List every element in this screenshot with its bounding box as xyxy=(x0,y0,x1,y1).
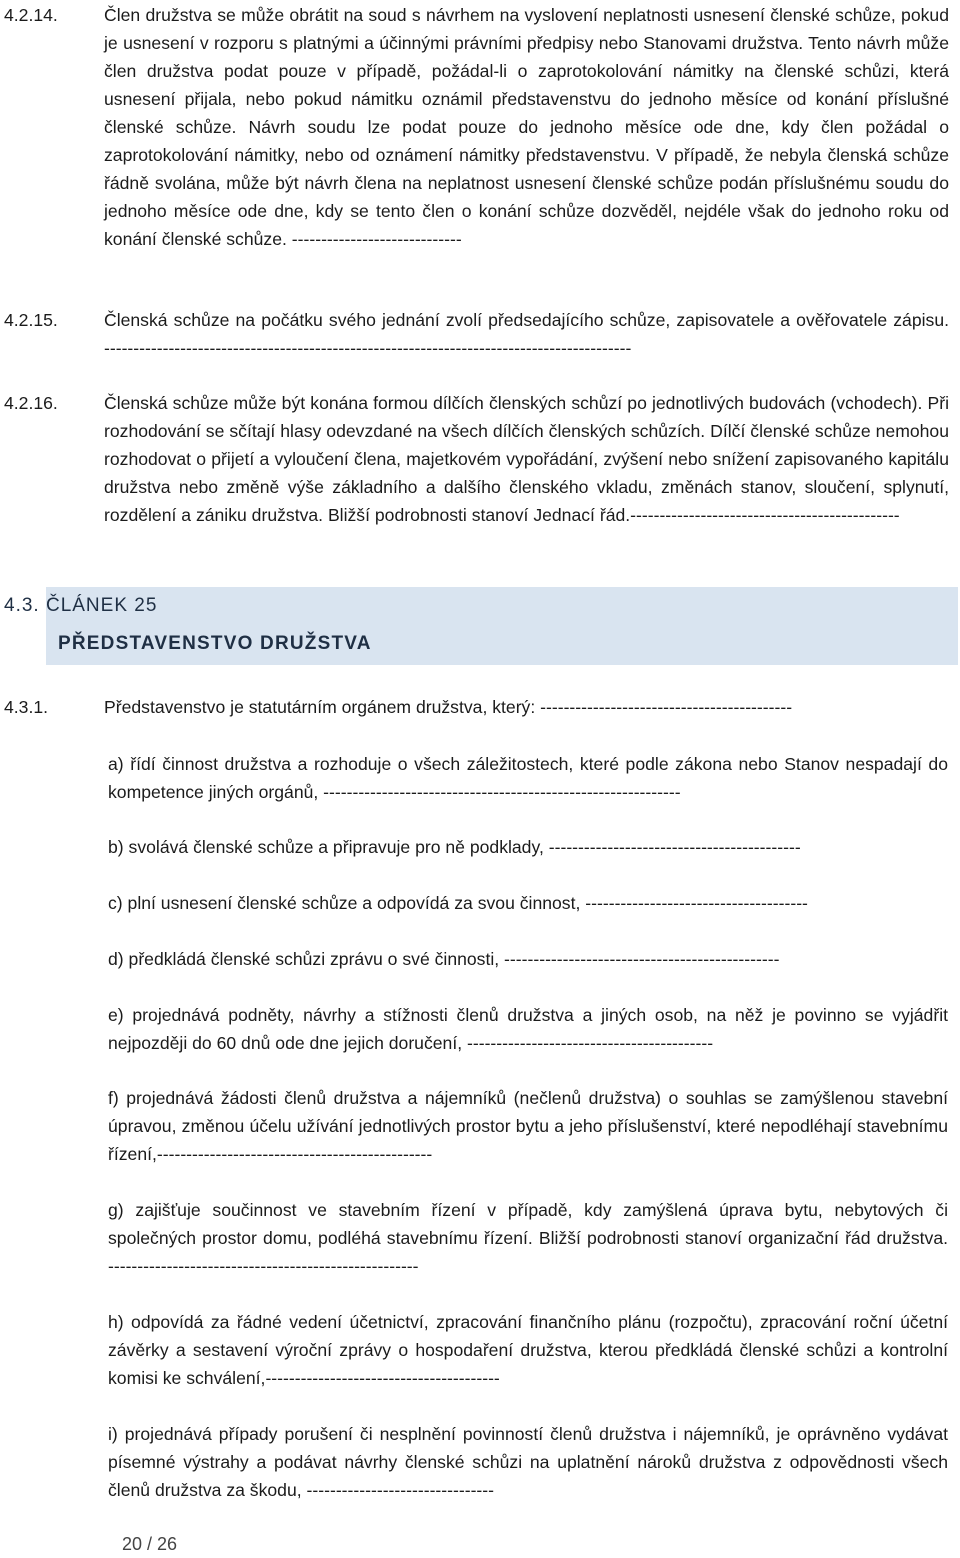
list-item-d: d) předkládá členské schůzi zprávu o své činnosti, ----------------------------------------------- xyxy=(108,949,780,969)
clause-number: 4.2.16. xyxy=(4,393,58,413)
list-item-f: f) projednává žádosti členů družstva a nájemníků (nečlenů družstva) o souhlas se zamýšlenou stavební úpravou, změnou účelu užívání jednotlivých prostor bytu a jeho příslušenství, které nepodléhají stavebnímu řízení,----------------------------------------------- xyxy=(108,1088,948,1164)
dash-fill: ----------------------------------------------- xyxy=(499,949,780,969)
dash-fill: ---------------------------------------- xyxy=(265,1368,500,1388)
dash-fill: ---------------------------------------------- xyxy=(630,505,900,525)
dash-fill: ----------------------------- xyxy=(286,229,462,249)
dash-fill: ----------------------------------------------- xyxy=(156,1144,433,1164)
dash-fill: -------------------------------- xyxy=(301,1480,495,1500)
dash-fill: ------------------------------------------- xyxy=(535,697,793,717)
list-item-e: e) projednává podněty, návrhy a stížnosti členů družstva a jiných osob, na něž je povinno se vyjádřit nejpozději do 60 dnů ode dne jejich doručení, ------------------------------------------ xyxy=(108,1005,948,1053)
page-number: 20 / 26 xyxy=(122,1534,178,1554)
dash-fill: -------------------------------------- xyxy=(580,893,808,913)
clause-text: Členská schůze může být konána formou dílčích členských schůzí po jednotlivých budovách (vchodech). Při rozhodování se sčítají hlasy odevzdané na všech dílčích členských schůzích. Dílčí členské schůze nemohou rozhodovat o přijetí a vyloučení člena, majetkovém vypořádání, zvýšení nebo snížení zapisovaného kapitálu družstva nebo změně výše základního a dalšího členského vkladu, změnách stanov, sloučení, splynutí, rozdělení a zániku družstva. Bližší podrobnosti stanoví Jednací řád.---------------------------------------------- xyxy=(104,393,949,525)
list-item-a: a) řídí činnost družstva a rozhoduje o všech záležitostech, které podle zákona nebo Stanov nespadají do kompetence jiných orgánů, ------------------------------------------------------------- xyxy=(108,754,948,802)
article-number-title: 4.3. ČLÁNEK 25 xyxy=(4,595,158,616)
dash-fill: ------------------------------------------------------------- xyxy=(318,782,681,802)
list-item-g: g) zajišťuje součinnost ve stavebním řízení v případě, kdy zamýšlená úprava bytu, nebytových či společných prostor domu, podléhá stavebnímu řízení. Bližší podrobnosti stanoví organizační řád družstva. ----------------------------------------------------- xyxy=(108,1200,948,1276)
clause-text: Členská schůze na počátku svého jednání zvolí předsedajícího schůze, zapisovatele a ověřovatele zápisu. ------------------------------------------------------------------------------------------ xyxy=(104,310,949,358)
dash-fill: ------------------------------------------- xyxy=(543,837,801,857)
dash-fill: ----------------------------------------------------- xyxy=(108,1256,419,1276)
clause-number: 4.2.15. xyxy=(4,310,58,330)
clause-number: 4.2.14. xyxy=(4,5,58,25)
list-item-i: i) projednává případy porušení či nesplnění povinností členů družstva i nájemníků, je oprávněno vydávat písemné výstrahy a podávat návrhy členské schůzi na uplatnění nároků družstva z odpovědnosti všech členů družstva za škodu, -------------------------------- xyxy=(108,1424,948,1500)
clause-number: 4.3.1. xyxy=(4,697,49,717)
list-item-c: c) plní usnesení členské schůze a odpovídá za svou činnost, -------------------------------------- xyxy=(108,893,808,913)
list-item-b: b) svolává členské schůze a připravuje pro ně podklady, ------------------------------------------- xyxy=(108,837,801,857)
clause-text: Představenstvo je statutárním orgánem družstva, který: ------------------------------------------- xyxy=(104,697,793,717)
article-heading xyxy=(0,587,960,665)
clause-text: Člen družstva se může obrátit na soud s návrhem na vyslovení neplatnosti usnesení členské schůze, pokud je usnesení v rozporu s platnými a účinnými právními předpisy nebo Stanovami družstva. Tento návrh může člen družstva podat pouze v případě, požádal-li o zaprotokolování námitky na členské schůzi, která usnesení přijala, nebo pokud námitku oznámil představenstvu do jednoho měsíce od konání příslušné členské schůze. Návrh soudu lze podat pouze do jednoho měsíce ode dne, kdy člen požádal o zaprotokolování námitky, nebo od oznámení námitky představenstvu. V případě, že nebyla členská schůze řádně svolána, může být návrh člena na neplatnost usnesení členské schůze podán příslušnému soudu do jednoho měsíce ode dne, kdy se tento člen o konání schůze dozvěděl, nejdéle však do jednoho roku od konání členské schůze. ----------------------------- xyxy=(104,5,949,249)
dash-fill: ------------------------------------------ xyxy=(462,1033,714,1053)
list-item-h: h) odpovídá za řádné vedení účetnictví, zpracování finančního plánu (rozpočtu), zpracování roční účetní závěrky a sestavení výroční zprávy o hospodaření družstva, kterou předkládá členské schůzi a kontrolní komisi ke schválení,---------------------------------------- xyxy=(108,1312,948,1388)
article-subtitle: PŘEDSTAVENSTVO DRUŽSTVA xyxy=(58,633,372,654)
dash-fill: ------------------------------------------------------------------------------------------ xyxy=(104,338,632,358)
